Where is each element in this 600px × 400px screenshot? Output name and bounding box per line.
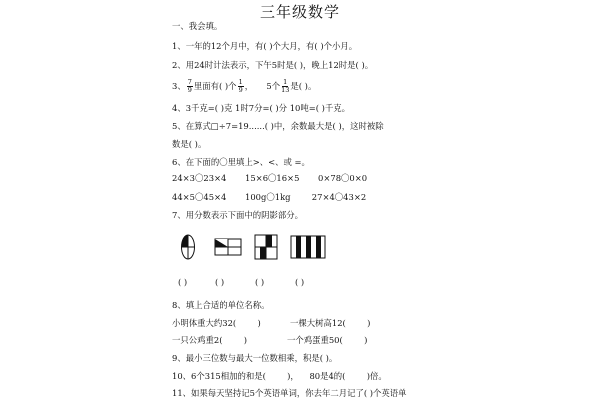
question-6-row-1: 24×3〇23×4 15×6〇16×5 0×78〇0×0	[172, 173, 368, 183]
question-11: 11、如果每天坚持记5个英语单词，你去年二月记了( )个英语单	[172, 388, 407, 398]
question-5-line-1: 5、在算式□÷7=19......( )中，余数最大是( )，这时被除	[172, 121, 384, 131]
question-5-line-2: 数是( )。	[172, 139, 207, 149]
fraction-one-thirteenth: $\frac{1}{13}$	[281, 78, 290, 94]
question-1: 1、一年的12个月中，有( )个大月，有( )个小月。	[172, 41, 358, 51]
answer-blank-1[interactable]: ( )	[178, 277, 188, 287]
shaded-figures	[174, 233, 334, 265]
figure-rectangle	[214, 233, 242, 259]
answer-blank-2[interactable]: ( )	[215, 277, 225, 287]
question-4: 4、3千克=( )克 1时7分=( )分 10吨=( )千克。	[172, 103, 351, 113]
fraction-one-ninth: $\frac{1}{9}$	[238, 78, 243, 94]
question-7: 7、用分数表示下面中的阴影部分。	[172, 210, 303, 220]
q3-part-a: 3、	[172, 81, 186, 91]
answer-blank-3[interactable]: ( )	[255, 277, 265, 287]
figure-square-grid	[254, 233, 278, 261]
q3-part-b: 里面有( )个	[193, 81, 237, 91]
question-2: 2、用24时计法表示，下午5时是( )，晚上12时是( )。	[172, 60, 374, 70]
question-8: 8、填上合适的单位名称。	[172, 300, 270, 310]
question-6-row-2: 44×5〇45×4 100g〇1kg 27×4〇43×2	[172, 192, 367, 202]
question-8-row-2: 一只公鸡重2( ) 一个鸡蛋重50( )	[172, 335, 368, 345]
page-title: 三年级数学	[259, 3, 340, 21]
question-8-row-1: 小明体重大约32( ) 一棵大树高12( )	[172, 318, 371, 328]
q3-part-c: ， 5个	[244, 81, 281, 91]
q3-part-d: 是( )。	[290, 81, 317, 91]
answer-blank-4[interactable]: ( )	[295, 277, 305, 287]
fraction-seven-ninths: $\frac{7}{9}$	[187, 78, 192, 94]
question-6: 6、在下面的〇里填上>、<、或 =。	[172, 157, 310, 167]
question-10: 10、6个315相加的和是( )， 80是4的( )倍。	[172, 371, 387, 381]
section-heading: 一、我会填。	[172, 21, 223, 31]
figure-circle	[180, 233, 196, 261]
question-9: 9、最小三位数与最大一位数相乘，积是( )。	[172, 353, 338, 363]
question-3	[172, 79, 316, 94]
figure-striped-rectangle	[290, 233, 326, 261]
